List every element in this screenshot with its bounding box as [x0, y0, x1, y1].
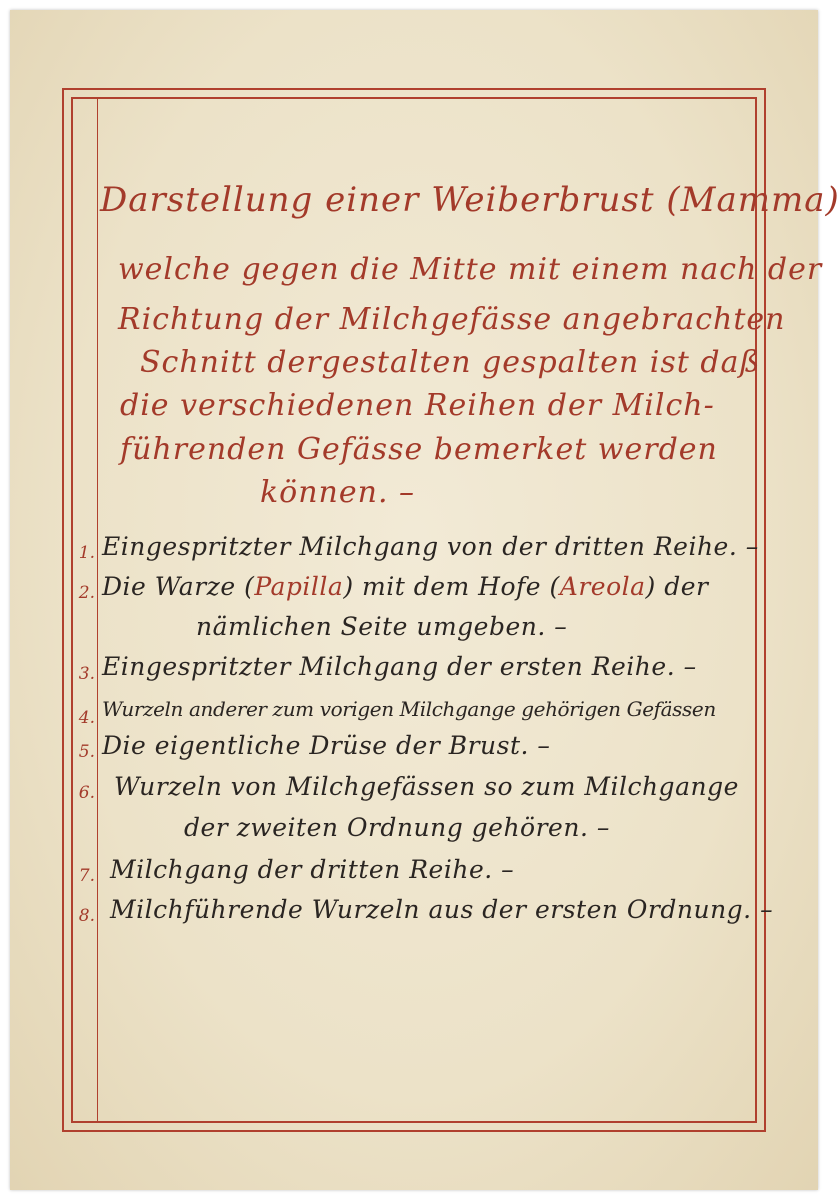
title-line-3: Richtung der Milchgefässe angebrachten [118, 302, 786, 337]
latin-term-papilla: Papilla [254, 572, 344, 601]
entry-text [102, 572, 709, 601]
entry-text: Wurzeln von Milchgefässen so zum Milchgange [114, 772, 739, 801]
entry-continuation: der zweiten Ordnung gehören. – [184, 813, 610, 842]
title-latin-mamma: Mamma [680, 180, 826, 220]
title-line-1: Darstellung einer Weiberbrust ( [100, 180, 681, 220]
entry-number: 3. [78, 664, 95, 684]
inner-border [71, 97, 757, 1123]
entry-number: 8. [78, 906, 95, 926]
entry-text: Die eigentliche Drüse der Brust. – [102, 731, 551, 760]
entry-text: Milchgang der dritten Reihe. – [110, 855, 515, 884]
entry-number: 5. [78, 742, 95, 762]
title-line-7: können. – [260, 475, 416, 510]
title-line-6: führenden Gefässe bemerket werden [120, 432, 718, 467]
title-line-4: Schnitt dergestalten gespalten ist daß [140, 345, 761, 380]
title-line-5: die verschiedenen Reihen der Milch- [120, 388, 715, 423]
entry-text: Wurzeln anderer zum vorigen Milchgange gehörigen Gefässen [102, 697, 716, 721]
entry-number: 7. [78, 866, 95, 886]
entry-number: 4. [78, 708, 95, 728]
entry-number: 2. [78, 583, 95, 603]
entry-continuation: nämlichen Seite umgeben. – [196, 612, 568, 641]
entry-text: Eingespritzter Milchgang von der dritten Reihe. – [102, 532, 759, 561]
title-line-1-end: ) [825, 180, 840, 220]
entry-number: 1. [78, 543, 95, 563]
entry-number: 6. [78, 783, 95, 803]
entry-2-part-2: ) mit dem Hofe ( [343, 572, 560, 601]
margin-rule [97, 97, 98, 1123]
entry-text: Milchführende Wurzeln aus der ersten Ordnung. – [110, 895, 774, 924]
entry-text: Eingespritzter Milchgang der ersten Reihe. – [102, 652, 697, 681]
latin-term-areola: Areola [559, 572, 646, 601]
title-line-2: welche gegen die Mitte mit einem nach der [118, 252, 823, 287]
entry-2-part-1: Die Warze ( [102, 572, 255, 601]
entry-2-part-3: ) der [645, 572, 709, 601]
